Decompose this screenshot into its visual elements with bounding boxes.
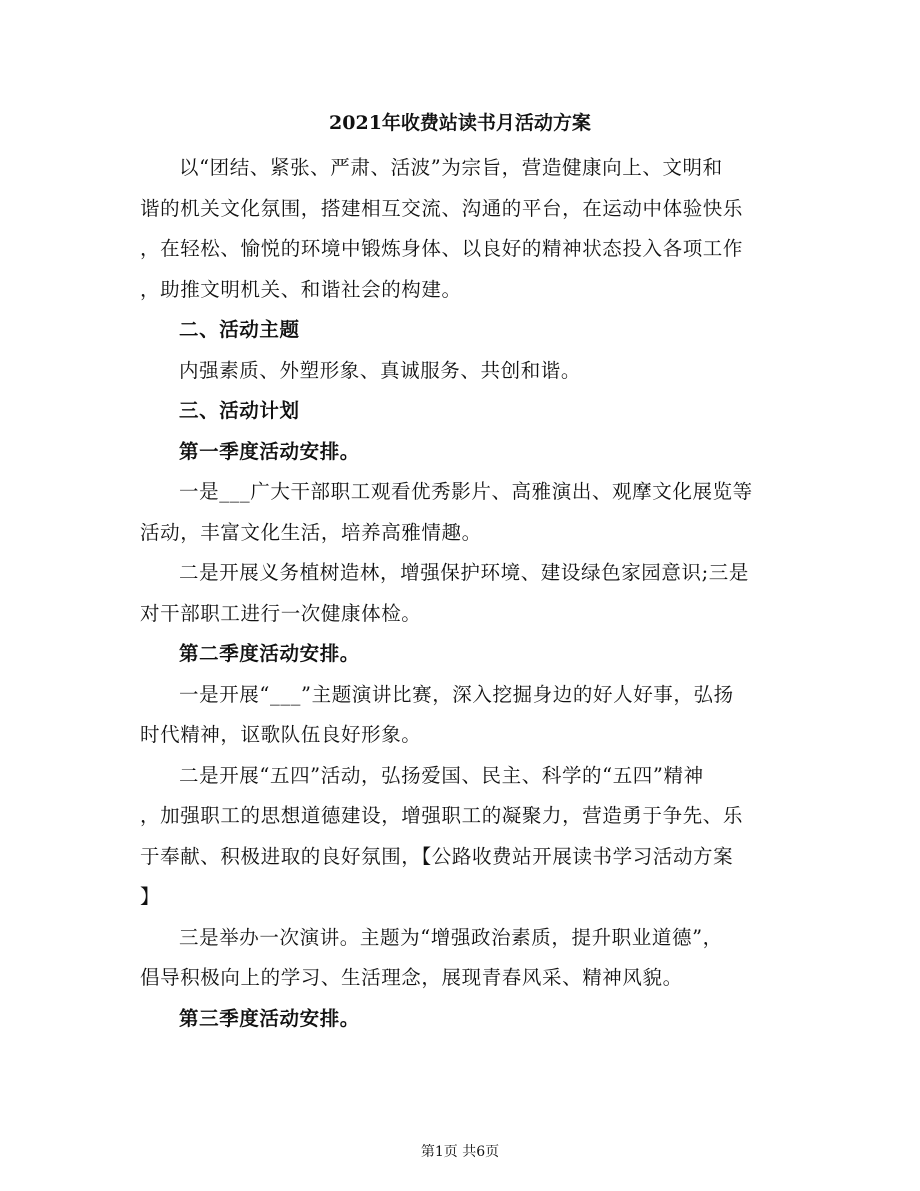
document-body: [140, 148, 800, 1039]
text-line: 倡导积极向上的学习、生活理念，展现青春风采、精神风貌。: [140, 966, 683, 989]
text-line: 】: [140, 885, 161, 908]
text-line: 时代精神，讴歌队伍良好形象。: [140, 723, 422, 746]
text-line: ，在轻松、愉悦的环境中锻炼身体、以良好的精神状态投入各项工作: [140, 237, 744, 260]
text-line: ，加强职工的思想道德建设，增强职工的凝聚力，营造勇于争先、乐: [140, 804, 744, 827]
body-paragraph: [140, 918, 800, 999]
text-line: 一是开展“___”主题演讲比赛，深入挖掘身边的好人好事，弘扬: [179, 682, 734, 706]
section-heading: [140, 432, 800, 473]
text-line: 第一季度活动安排。: [179, 439, 360, 463]
text-line: 内强素质、外塑形象、真诚服务、共创和谐。: [179, 358, 582, 382]
text-line: 二是开展义务植树造林，增强保护环境、建设绿色家园意识;三是: [179, 561, 749, 584]
section-heading: [140, 999, 800, 1040]
body-paragraph: [140, 472, 800, 553]
section-heading: [140, 310, 800, 351]
text-line: 一是___广大干部职工观看优秀影片、高雅演出、观摩文化展览等: [179, 480, 753, 503]
text-line: 对干部职工进行一次健康体检。: [140, 601, 422, 625]
body-paragraph: [140, 756, 800, 918]
text-line: 三是举办一次演讲。主题为“增强政治素质，提升职业道德”，: [179, 925, 723, 949]
text-line: 三、活动计划: [179, 399, 300, 422]
text-line: 第三季度活动安排。: [179, 1006, 360, 1030]
text-line: 谐的机关文化氛围，搭建相互交流、沟通的平台，在运动中体验快乐: [140, 196, 744, 220]
text-line: 第二季度活动安排。: [179, 642, 360, 665]
text-line: 以“团结、紧张、严肃、活波”为宗旨，营造健康向上、文明和: [179, 156, 723, 179]
text-line: 二是开展“五四”活动，弘扬爱国、民主、科学的“五四”精神: [179, 763, 704, 787]
body-paragraph: [140, 675, 800, 756]
text-line: 二、活动主题: [179, 318, 300, 341]
section-heading: [140, 391, 800, 432]
text-line: 于奉献、积极进取的良好氛围，【公路收费站开展读书学习活动方案: [140, 844, 734, 868]
section-heading: [140, 634, 800, 675]
body-paragraph: [140, 351, 800, 392]
body-paragraph: [140, 553, 800, 634]
text-line: 活动，丰富文化生活，培养高雅情趣。: [140, 520, 482, 544]
body-paragraph: [140, 148, 800, 310]
text-line: ，助推文明机关、和谐社会的构建。: [140, 277, 462, 301]
page-footer: 第1页 共6页: [420, 1144, 500, 1160]
document-title: 2021年收费站读书月活动方案: [329, 112, 591, 134]
